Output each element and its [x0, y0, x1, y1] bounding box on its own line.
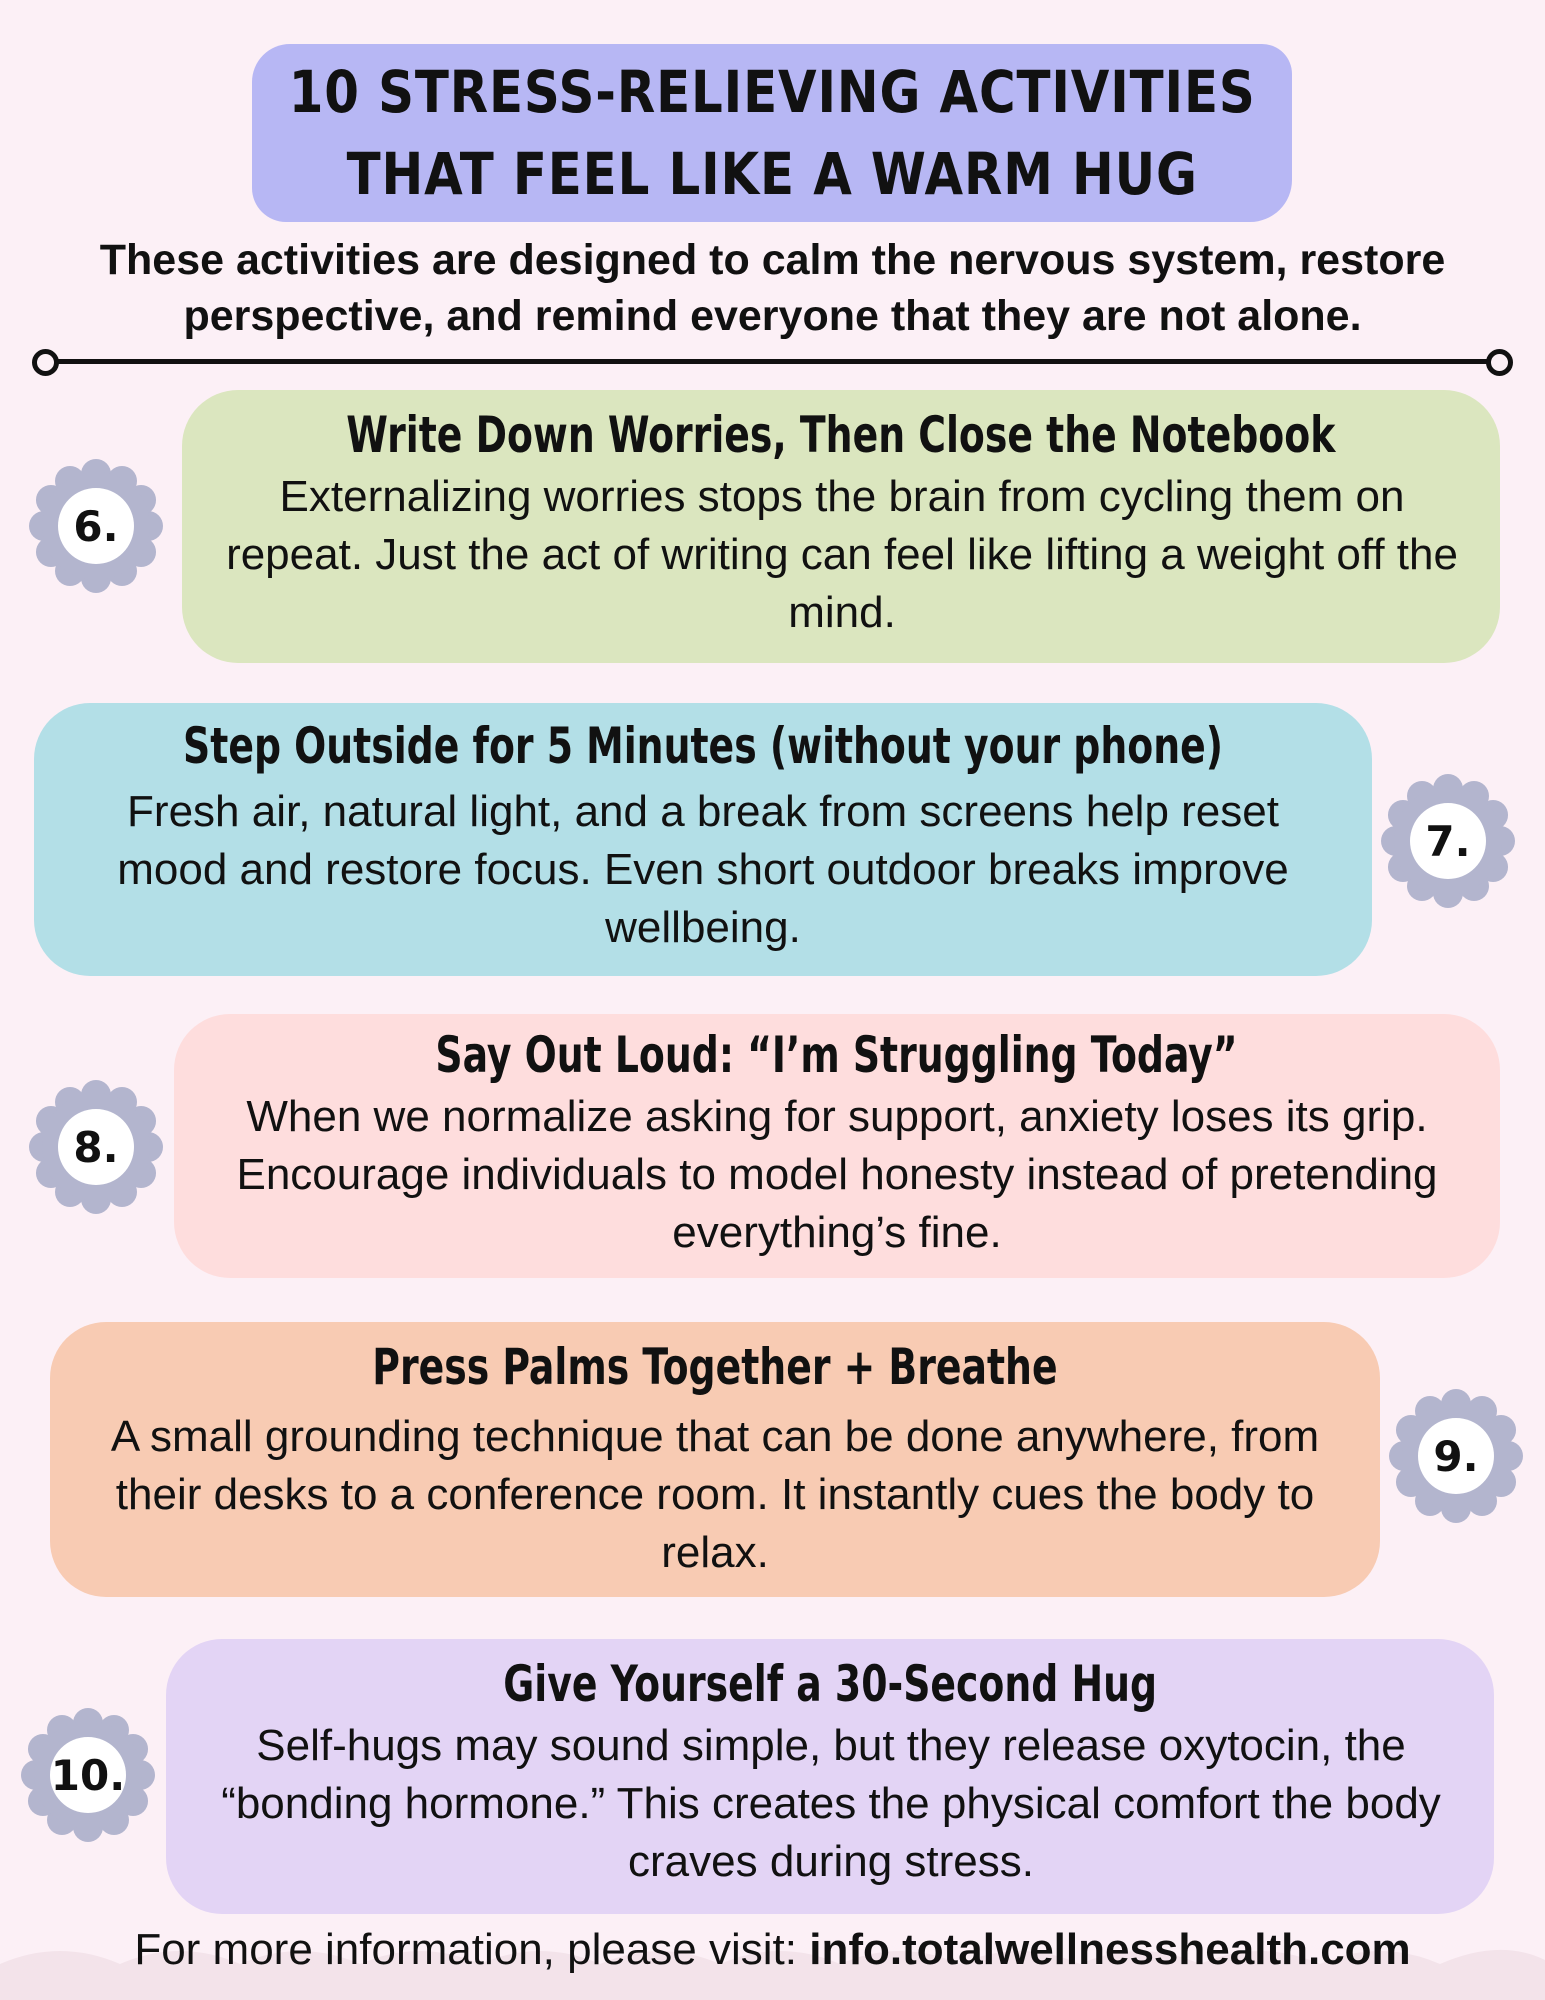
subtitle: [40, 232, 1505, 344]
activity-heading: Write Down Worries, Then Close the Notebook: [346, 406, 1336, 464]
badge-number: 7.: [1425, 816, 1471, 866]
number-badge-8: [26, 1077, 166, 1217]
footer: [0, 1922, 1545, 1978]
activity-heading: Press Palms Together + Breathe: [372, 1338, 1058, 1396]
activity-card-6: [182, 390, 1500, 663]
title-line-1: 10 STRESS-RELIEVING ACTIVITIES: [288, 58, 1256, 126]
number-badge-9: [1386, 1386, 1526, 1526]
activity-heading: Say Out Loud: “I’m Struggling Today”: [435, 1026, 1239, 1084]
subtitle-line-1: These activities are designed to calm the nervous system, restore: [99, 236, 1446, 284]
page-title: [289, 51, 1256, 215]
activity-body: A small grounding technique that can be done anywhere, from their desks to a conference room. It instantly cues the body to relax.: [110, 1412, 1320, 1577]
activity-body: When we normalize asking for support, anxiety loses its grip. Encourage individuals to model honesty instead of pretending everything’s fine.: [236, 1092, 1438, 1257]
title-line-2: THAT FEEL LIKE A WARM HUG: [346, 140, 1198, 208]
number-badge-10: [18, 1705, 158, 1845]
badge-number: 9.: [1433, 1431, 1479, 1481]
activity-body: Fresh air, natural light, and a break from screens help reset mood and restore focus. Even short outdoor breaks improve wellbeing.: [117, 787, 1289, 952]
divider-left-dot: [32, 349, 59, 376]
badge-number: 8.: [73, 1122, 119, 1172]
activity-card-7: [34, 703, 1372, 976]
divider: [46, 359, 1499, 364]
title-banner: [252, 44, 1292, 222]
number-badge-7: [1378, 771, 1518, 911]
activity-card-10: [166, 1639, 1494, 1914]
badge-number: 6.: [73, 501, 119, 551]
number-badge-6: [26, 456, 166, 596]
activity-body: Self-hugs may sound simple, but they release oxytocin, the “bonding hormone.” This creates the physical comfort the body craves during stress.: [221, 1721, 1441, 1886]
activity-heading: Step Outside for 5 Minutes (without your phone): [183, 717, 1223, 775]
activity-card-8: [174, 1014, 1500, 1278]
activity-card-9: [50, 1322, 1380, 1597]
divider-right-dot: [1486, 349, 1513, 376]
subtitle-line-2: perspective, and remind everyone that they are not alone.: [183, 292, 1362, 340]
activity-body: Externalizing worries stops the brain from cycling them on repeat. Just the act of writing can feel like lifting a weight off the mind.: [226, 472, 1458, 637]
footer-text: For more information, please visit:: [134, 1925, 810, 1974]
activity-heading: Give Yourself a 30-Second Hug: [503, 1655, 1157, 1713]
badge-number: 10.: [50, 1750, 126, 1800]
footer-link[interactable]: info.totalwellnesshealth.com: [809, 1925, 1411, 1974]
